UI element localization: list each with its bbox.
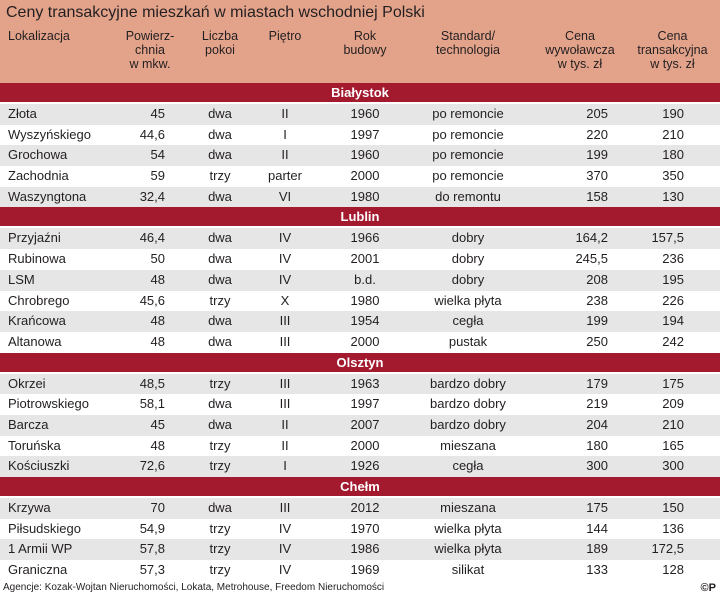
- cell-area: 48: [150, 313, 165, 329]
- column-header-line: Cena: [565, 29, 595, 43]
- cell-year: 1997: [350, 126, 380, 142]
- cell-floor: III: [279, 375, 291, 391]
- cell-ask: 219: [586, 396, 608, 412]
- cell-ask: 300: [586, 458, 608, 474]
- cell-floor: II: [281, 416, 289, 432]
- cell-price: 175: [662, 375, 684, 391]
- cell-loc: Kościuszki: [8, 458, 70, 474]
- table-row: [0, 415, 720, 436]
- cell-year: 2001: [350, 251, 380, 267]
- cell-rooms: dwa: [208, 333, 232, 349]
- cell-year: 1986: [350, 541, 380, 557]
- cell-area: 45: [150, 416, 165, 432]
- cell-std: po remoncie: [432, 126, 504, 142]
- cell-std: cegła: [452, 458, 484, 474]
- column-header-price: [625, 29, 720, 71]
- cell-std: mieszana: [440, 500, 496, 515]
- cell-std: po remoncie: [432, 147, 504, 163]
- cell-floor: IV: [278, 271, 292, 287]
- table-row: [0, 104, 720, 125]
- cell-year: 2012: [350, 500, 380, 515]
- cell-rooms: dwa: [208, 230, 232, 246]
- cell-std: wielka płyta: [434, 292, 502, 308]
- column-header-line: technologia: [436, 43, 500, 57]
- cell-floor: III: [279, 313, 291, 329]
- cell-rooms: trzy: [209, 292, 231, 308]
- cell-price: 128: [662, 562, 684, 578]
- cell-area: 48: [150, 437, 165, 453]
- cell-floor: I: [283, 126, 287, 142]
- cell-loc: Rubinowa: [8, 251, 66, 267]
- table-row: [0, 456, 720, 477]
- column-header-line: Lokalizacja: [8, 29, 70, 43]
- cell-ask: 144: [586, 520, 608, 536]
- column-header-line: chnia: [135, 43, 165, 57]
- cell-area: 58,1: [139, 396, 165, 412]
- cell-floor: VI: [278, 188, 292, 204]
- cell-ask: 199: [586, 147, 608, 163]
- table-row: [0, 539, 720, 560]
- city-section-header: Lublin: [0, 207, 720, 226]
- cell-loc: Przyjaźni: [8, 230, 61, 246]
- column-header-line: Piętro: [268, 29, 302, 43]
- cell-floor: IV: [278, 541, 292, 557]
- agency-logo: ©P: [700, 581, 716, 594]
- table-row: [0, 187, 720, 208]
- cell-area: 70: [150, 500, 165, 515]
- cell-rooms: dwa: [208, 188, 232, 204]
- cell-floor: II: [281, 147, 289, 163]
- column-header-line: transakcyjna: [637, 43, 708, 57]
- cell-area: 57,3: [139, 562, 165, 578]
- cell-ask: 175: [586, 500, 608, 515]
- cell-year: 2000: [350, 333, 380, 349]
- cell-price: 350: [662, 168, 684, 184]
- cell-rooms: trzy: [209, 168, 231, 184]
- cell-year: 1980: [350, 188, 380, 204]
- cell-std: bardzo dobry: [430, 396, 506, 412]
- cell-ask: 179: [586, 375, 608, 391]
- cell-ask: 189: [586, 541, 608, 557]
- cell-year: 1954: [350, 313, 380, 329]
- cell-area: 48,5: [139, 375, 165, 391]
- cell-year: 1963: [350, 375, 380, 391]
- cell-rooms: trzy: [209, 520, 231, 536]
- column-header-rooms: [185, 29, 255, 57]
- cell-area: 45: [150, 106, 165, 121]
- cell-floor: I: [283, 458, 287, 474]
- cell-ask: 180: [586, 437, 608, 453]
- cell-rooms: trzy: [209, 562, 231, 578]
- cell-loc: Krzywa: [8, 500, 51, 515]
- cell-price: 210: [662, 126, 684, 142]
- column-header-loc: [8, 29, 98, 43]
- cell-std: bardzo dobry: [430, 416, 506, 432]
- column-headers: [0, 29, 720, 81]
- table-row: [0, 436, 720, 457]
- cell-ask: 220: [586, 126, 608, 142]
- cell-price: 209: [662, 396, 684, 412]
- cell-loc: LSM: [8, 271, 35, 287]
- cell-floor: IV: [278, 562, 292, 578]
- cell-ask: 158: [586, 188, 608, 204]
- cell-ask: 133: [586, 562, 608, 578]
- cell-rooms: trzy: [209, 458, 231, 474]
- column-header-line: Powierz-: [125, 29, 175, 43]
- cell-floor: IV: [278, 520, 292, 536]
- cell-floor: IV: [278, 251, 292, 267]
- cell-rooms: dwa: [208, 500, 232, 515]
- cell-area: 50: [150, 251, 165, 267]
- cell-price: 300: [662, 458, 684, 474]
- table-row: [0, 125, 720, 146]
- cell-rooms: dwa: [208, 106, 232, 121]
- column-header-line: Liczba: [201, 29, 239, 43]
- table-body: [0, 83, 720, 581]
- table-row: [0, 560, 720, 581]
- cell-loc: Altanowa: [8, 333, 62, 349]
- cell-price: 180: [662, 147, 684, 163]
- column-header-line: Rok: [353, 29, 377, 43]
- cell-rooms: dwa: [208, 126, 232, 142]
- table-title: Ceny transakcyjne mieszkań w miastach wschodniej Polski: [6, 4, 425, 21]
- cell-area: 32,4: [139, 188, 165, 204]
- cell-loc: Barcza: [8, 416, 49, 432]
- cell-loc: 1 Armii WP: [8, 541, 73, 557]
- city-section-header: Chełm: [0, 477, 720, 496]
- cell-loc: Złota: [8, 106, 37, 121]
- cell-floor: III: [279, 333, 291, 349]
- cell-loc: Wyszyńskiego: [8, 126, 91, 142]
- cell-price: 172,5: [651, 541, 684, 557]
- cell-floor: III: [279, 396, 291, 412]
- cell-ask: 250: [586, 333, 608, 349]
- cell-rooms: trzy: [209, 375, 231, 391]
- cell-floor: III: [279, 500, 291, 515]
- cell-std: po remoncie: [432, 106, 504, 121]
- city-section-header: Olsztyn: [0, 353, 720, 372]
- cell-price: 165: [662, 437, 684, 453]
- cell-std: wielka płyta: [434, 520, 502, 536]
- cell-floor: parter: [268, 168, 302, 184]
- cell-area: 54,9: [139, 520, 165, 536]
- cell-area: 46,4: [139, 230, 165, 246]
- cell-std: mieszana: [440, 437, 496, 453]
- cell-year: 1960: [350, 106, 380, 121]
- cell-year: 1966: [350, 230, 380, 246]
- cell-rooms: dwa: [208, 313, 232, 329]
- table-row: [0, 270, 720, 291]
- footer: [0, 581, 720, 595]
- cell-year: 2000: [350, 437, 380, 453]
- cell-rooms: dwa: [208, 416, 232, 432]
- table-row: [0, 249, 720, 270]
- cell-rooms: dwa: [208, 147, 232, 163]
- source-note: Agencje: Kozak-Wojtan Nieruchomości, Lokata, Metrohouse, Freedom Nieruchomości: [3, 581, 385, 593]
- cell-price: 157,5: [651, 230, 684, 246]
- table-row: [0, 311, 720, 332]
- column-header-floor: [250, 29, 320, 43]
- cell-year: 1980: [350, 292, 380, 308]
- cell-area: 54: [150, 147, 165, 163]
- column-header-line: w tys. zł: [557, 57, 603, 71]
- column-header-line: Standard/: [440, 29, 496, 43]
- cell-floor: II: [281, 106, 289, 121]
- table-row: [0, 498, 720, 519]
- cell-ask: 238: [586, 292, 608, 308]
- cell-area: 48: [150, 333, 165, 349]
- cell-std: do remontu: [435, 188, 501, 204]
- cell-floor: IV: [278, 230, 292, 246]
- cell-std: dobry: [451, 251, 485, 267]
- cell-loc: Graniczna: [8, 562, 68, 578]
- cell-price: 236: [662, 251, 684, 267]
- cell-ask: 204: [586, 416, 608, 432]
- cell-loc: Toruńska: [8, 437, 61, 453]
- cell-loc: Zachodnia: [8, 168, 69, 184]
- cell-ask: 208: [586, 271, 608, 287]
- cell-loc: Chrobrego: [8, 292, 70, 308]
- cell-price: 194: [662, 313, 684, 329]
- cell-area: 72,6: [139, 458, 165, 474]
- table-row: [0, 394, 720, 415]
- table-row: [0, 291, 720, 312]
- cell-std: bardzo dobry: [430, 375, 506, 391]
- cell-year: b.d.: [354, 271, 376, 287]
- column-header-area: [115, 29, 185, 71]
- table-row: [0, 228, 720, 249]
- cell-rooms: trzy: [209, 437, 231, 453]
- cell-loc: Krańcowa: [8, 313, 66, 329]
- cell-year: 2007: [350, 416, 380, 432]
- cell-rooms: dwa: [208, 271, 232, 287]
- cell-price: 226: [662, 292, 684, 308]
- cell-floor: X: [280, 292, 290, 308]
- cell-std: silikat: [451, 562, 485, 578]
- cell-year: 1960: [350, 147, 380, 163]
- cell-std: wielka płyta: [434, 541, 502, 557]
- cell-loc: Waszyngtona: [8, 188, 87, 204]
- cell-loc: Piłsudskiego: [8, 520, 81, 536]
- cell-area: 57,8: [139, 541, 165, 557]
- column-header-line: w tys. zł: [650, 57, 695, 71]
- column-header-line: wywoławcza: [545, 43, 615, 57]
- city-section-header: Białystok: [0, 83, 720, 102]
- cell-std: pustak: [448, 333, 488, 349]
- cell-std: dobry: [451, 230, 485, 246]
- cell-price: 242: [662, 333, 684, 349]
- cell-std: cegła: [452, 313, 484, 329]
- table-row: [0, 145, 720, 166]
- cell-loc: Okrzei: [8, 375, 46, 391]
- cell-year: 1970: [350, 520, 380, 536]
- cell-price: 136: [662, 520, 684, 536]
- cell-year: 1969: [350, 562, 380, 578]
- cell-year: 1926: [350, 458, 380, 474]
- cell-ask: 370: [586, 168, 608, 184]
- cell-std: po remoncie: [432, 168, 504, 184]
- cell-loc: Grochowa: [8, 147, 68, 163]
- cell-area: 44,6: [139, 126, 165, 142]
- cell-price: 195: [662, 271, 684, 287]
- cell-rooms: dwa: [208, 396, 232, 412]
- cell-price: 150: [662, 500, 684, 515]
- cell-ask: 245,5: [575, 251, 608, 267]
- cell-ask: 205: [586, 106, 608, 121]
- cell-ask: 199: [586, 313, 608, 329]
- table-row: [0, 332, 720, 353]
- column-header-line: pokoi: [205, 43, 235, 57]
- column-header-ask: [535, 29, 625, 71]
- column-header-line: Cena: [657, 29, 688, 43]
- cell-area: 59: [150, 168, 165, 184]
- table-row: [0, 374, 720, 395]
- cell-area: 48: [150, 271, 165, 287]
- cell-floor: II: [281, 437, 289, 453]
- cell-area: 45,6: [139, 292, 165, 308]
- cell-year: 2000: [350, 168, 380, 184]
- table-row: [0, 519, 720, 540]
- cell-rooms: trzy: [209, 541, 231, 557]
- cell-year: 1997: [350, 396, 380, 412]
- column-header-line: w mkw.: [129, 57, 171, 71]
- column-header-line: budowy: [343, 43, 387, 57]
- cell-loc: Piotrowskiego: [8, 396, 89, 412]
- cell-price: 130: [662, 188, 684, 204]
- column-header-std: [408, 29, 528, 57]
- cell-rooms: dwa: [208, 251, 232, 267]
- cell-price: 210: [662, 416, 684, 432]
- table-row: [0, 166, 720, 187]
- table-header: [0, 0, 720, 83]
- column-header-year: [330, 29, 400, 57]
- cell-price: 190: [662, 106, 684, 121]
- cell-ask: 164,2: [575, 230, 608, 246]
- cell-std: dobry: [451, 271, 485, 287]
